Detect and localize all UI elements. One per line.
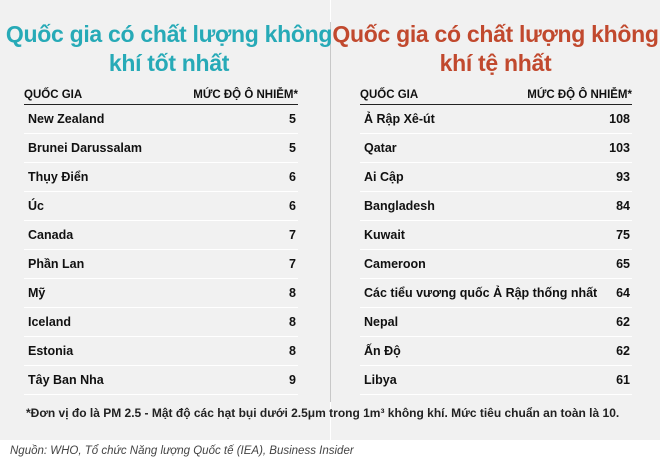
worst-table-row — [360, 163, 632, 192]
best-table-row — [24, 337, 298, 366]
country-name: Canada — [28, 228, 74, 242]
country-name: Qatar — [364, 141, 397, 155]
worst-table-row — [360, 192, 632, 221]
country-name: Nepal — [364, 315, 399, 329]
best-table-body — [24, 105, 298, 395]
footnote: *Đơn vị đo là PM 2.5 - Mật độ các hạt bụi dưới 2.5μm trong 1m³ không khí. Mức tiêu chuẩn an toàn là 10. — [26, 406, 620, 420]
pollution-value: 5 — [289, 141, 296, 155]
best-table-row — [24, 192, 298, 221]
pollution-value: 61 — [616, 373, 630, 387]
country-name: Libya — [364, 373, 397, 387]
country-name: Iceland — [28, 315, 72, 329]
panel-divider — [330, 22, 331, 402]
best-table-row — [24, 163, 298, 192]
worst-table — [360, 86, 632, 395]
country-name: Bangladesh — [364, 199, 435, 213]
best-col-pollution: MỨC ĐỘ Ô NHIỄM* — [193, 89, 298, 101]
country-name: Brunei Darussalam — [28, 141, 142, 155]
worst-table-row — [360, 105, 632, 134]
country-name: Các tiểu vương quốc Ả Rập thống nhất — [364, 286, 598, 300]
pollution-value: 62 — [616, 344, 630, 358]
pollution-value: 6 — [289, 199, 296, 213]
best-col-country: QUỐC GIA — [24, 89, 83, 101]
pollution-value: 6 — [289, 170, 296, 184]
pollution-value: 84 — [616, 199, 630, 213]
pollution-value: 5 — [289, 112, 296, 126]
pollution-value: 9 — [289, 373, 296, 387]
worst-table-header — [360, 86, 632, 105]
worst-table-row — [360, 221, 632, 250]
worst-table-body — [360, 105, 632, 395]
pollution-value: 7 — [289, 228, 296, 242]
worst-col-pollution: MỨC ĐỘ Ô NHIỄM* — [527, 89, 632, 101]
pollution-value: 65 — [616, 257, 630, 271]
pollution-value: 8 — [289, 286, 296, 300]
pollution-value: 93 — [616, 170, 630, 184]
pollution-value: 62 — [616, 315, 630, 329]
worst-table-row — [360, 366, 632, 395]
country-name: Úc — [28, 199, 44, 213]
country-name: Estonia — [28, 344, 74, 358]
worst-col-country: QUỐC GIA — [360, 89, 419, 101]
best-table-row — [24, 134, 298, 163]
country-name: Tây Ban Nha — [28, 373, 104, 387]
country-name: Kuwait — [364, 228, 405, 242]
worst-table-row — [360, 308, 632, 337]
pollution-value: 103 — [609, 141, 630, 155]
best-table-row — [24, 366, 298, 395]
best-title: Quốc gia có chất lượng không khí tốt nhất — [5, 21, 333, 76]
pollution-value: 75 — [616, 228, 630, 242]
country-name: Ấn Độ — [364, 344, 401, 358]
worst-table-row — [360, 250, 632, 279]
best-table-header — [24, 86, 298, 105]
worst-title: Quốc gia có chất lượng không khí tệ nhất — [332, 21, 659, 76]
worst-table-row — [360, 279, 632, 308]
country-name: Phần Lan — [28, 257, 85, 271]
pollution-value: 64 — [616, 286, 630, 300]
worst-table-row — [360, 134, 632, 163]
best-table — [24, 86, 298, 395]
best-table-row — [24, 279, 298, 308]
best-table-row — [24, 105, 298, 134]
country-name: Cameroon — [364, 257, 426, 271]
country-name: New Zealand — [28, 112, 105, 126]
country-name: Ai Cập — [364, 170, 404, 184]
pollution-value: 7 — [289, 257, 296, 271]
best-table-row — [24, 221, 298, 250]
best-table-row — [24, 250, 298, 279]
pollution-value: 8 — [289, 344, 296, 358]
best-table-row — [24, 308, 298, 337]
worst-table-row — [360, 337, 632, 366]
country-name: Ả Rập Xê-út — [364, 112, 435, 126]
country-name: Thụy Điển — [28, 170, 89, 184]
country-name: Mỹ — [28, 286, 46, 300]
pollution-value: 108 — [609, 112, 630, 126]
source-note: Nguồn: WHO, Tổ chức Năng lượng Quốc tế (IEA), Business Insider — [10, 445, 354, 457]
pollution-value: 8 — [289, 315, 296, 329]
